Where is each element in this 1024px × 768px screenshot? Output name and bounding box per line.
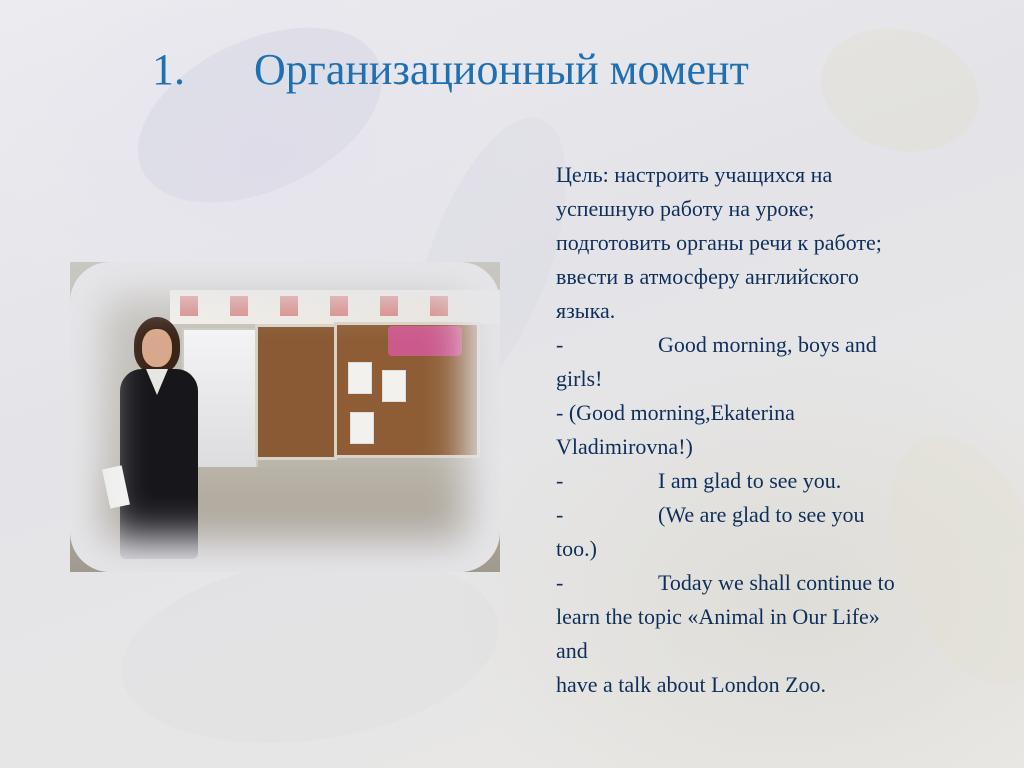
dialog-marker: - bbox=[556, 468, 564, 493]
body-line: подготовить органы речи к работе; bbox=[556, 230, 882, 255]
dialog-line: too.) bbox=[556, 536, 597, 561]
background-shape bbox=[110, 0, 409, 238]
body-line: Цель: настроить учащихся на bbox=[556, 162, 833, 187]
background-shape bbox=[807, 11, 993, 168]
title-text: Организационный момент bbox=[254, 45, 749, 94]
dialog-line: - (We are glad to see you bbox=[556, 498, 996, 532]
slide-title bbox=[152, 40, 749, 100]
dialog-line: have a talk about London Zoo. bbox=[556, 672, 827, 697]
body-line: успешную работу на уроке; bbox=[556, 196, 815, 221]
dialog-line: learn the topic «Animal in Our Life» bbox=[556, 604, 880, 629]
body-line: языка. bbox=[556, 298, 616, 323]
dialog-line: - (Good morning,Ekaterina bbox=[556, 400, 795, 425]
classroom-photo bbox=[70, 262, 500, 572]
dialog-line: - I am glad to see you. bbox=[556, 464, 996, 498]
title-number: 1. bbox=[152, 45, 185, 94]
dialog-line: - Good morning, boys and bbox=[556, 328, 996, 362]
dialog-line: and bbox=[556, 638, 588, 663]
dialog-marker: - bbox=[556, 502, 564, 527]
dialog-marker: - bbox=[556, 570, 564, 595]
dialog-line: Vladimirovna!) bbox=[556, 434, 693, 459]
dialog-line: girls! bbox=[556, 366, 603, 391]
dialog-marker: - bbox=[556, 332, 564, 357]
body-line: ввести в атмосферу английского bbox=[556, 264, 859, 289]
dialog-line: - Today we shall continue to bbox=[556, 566, 996, 600]
slide-body-text bbox=[556, 158, 996, 702]
